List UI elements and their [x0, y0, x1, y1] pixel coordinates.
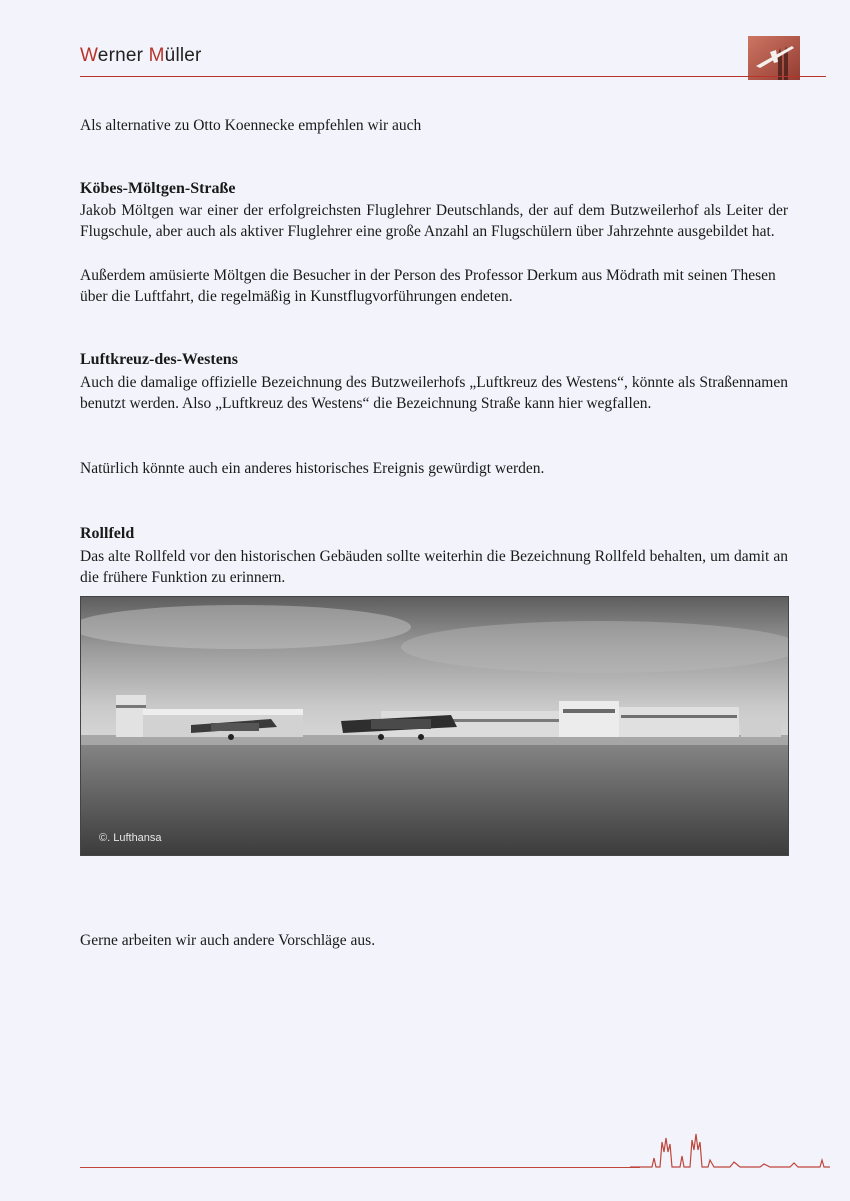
section-body-luftkreuz-2: Natürlich könnte auch ein anderes historisches Ereignis gewürdigt werden. [80, 460, 545, 477]
header-author-name [80, 45, 202, 67]
author-first-rest: erner [97, 45, 144, 66]
author-last-rest: üller [164, 45, 202, 66]
airfield-photo [80, 596, 789, 856]
section-body-luftkreuz-1: Auch die damalige offizielle Bezeichnung des Butzweilerhofs „Luftkreuz des Westens“, könnte als Straßennamen benutzt werden. Also „Luftkreuz des Westens“ die Bezeichnung Straße kann hier wegfallen. [80, 374, 788, 412]
cathedral-skyline-icon [630, 1132, 830, 1172]
section-heading-koebes: Köbes-Möltgen-Straße [80, 180, 236, 197]
section-body-rollfeld: Das alte Rollfeld vor den historischen Gebäuden sollte weiterhin die Bezeichnung Rollfeld behalten, um damit an die frühere Funktion zu erinnern. [80, 548, 788, 586]
closing-text: Gerne arbeiten wir auch andere Vorschläge aus. [80, 932, 376, 949]
section-heading-rollfeld: Rollfeld [80, 525, 135, 542]
footer-divider [80, 1167, 640, 1168]
section-body-koebes-2: Außerdem amüsierte Möltgen die Besucher in der Person des Professor Derkum aus Mödrath mit seinen Thesen über die Luftfahrt, die regelmäßig in Kunstflugvorführungen endeten. [80, 267, 776, 305]
section-heading-luftkreuz: Luftkreuz-des-Westens [80, 351, 238, 368]
header-divider [80, 76, 826, 77]
author-first-initial: W [80, 45, 98, 66]
section-body-koebes-1: Jakob Möltgen war einer der erfolgreichsten Fluglehrer Deutschlands, der auf dem Butzweilerhof als Leiter der Flugschule, aber auch als aktiver Fluglehrer eine große Anzahl an Flugschülern über Jahrzehnte ausgebildet hat. [80, 202, 788, 240]
intro-text: Als alternative zu Otto Koennecke empfehlen wir auch [80, 117, 422, 134]
author-last-initial: M [148, 45, 165, 66]
cathedral-airplane-logo [748, 36, 800, 80]
photo-credit: ©. Lufthansa [99, 832, 162, 844]
